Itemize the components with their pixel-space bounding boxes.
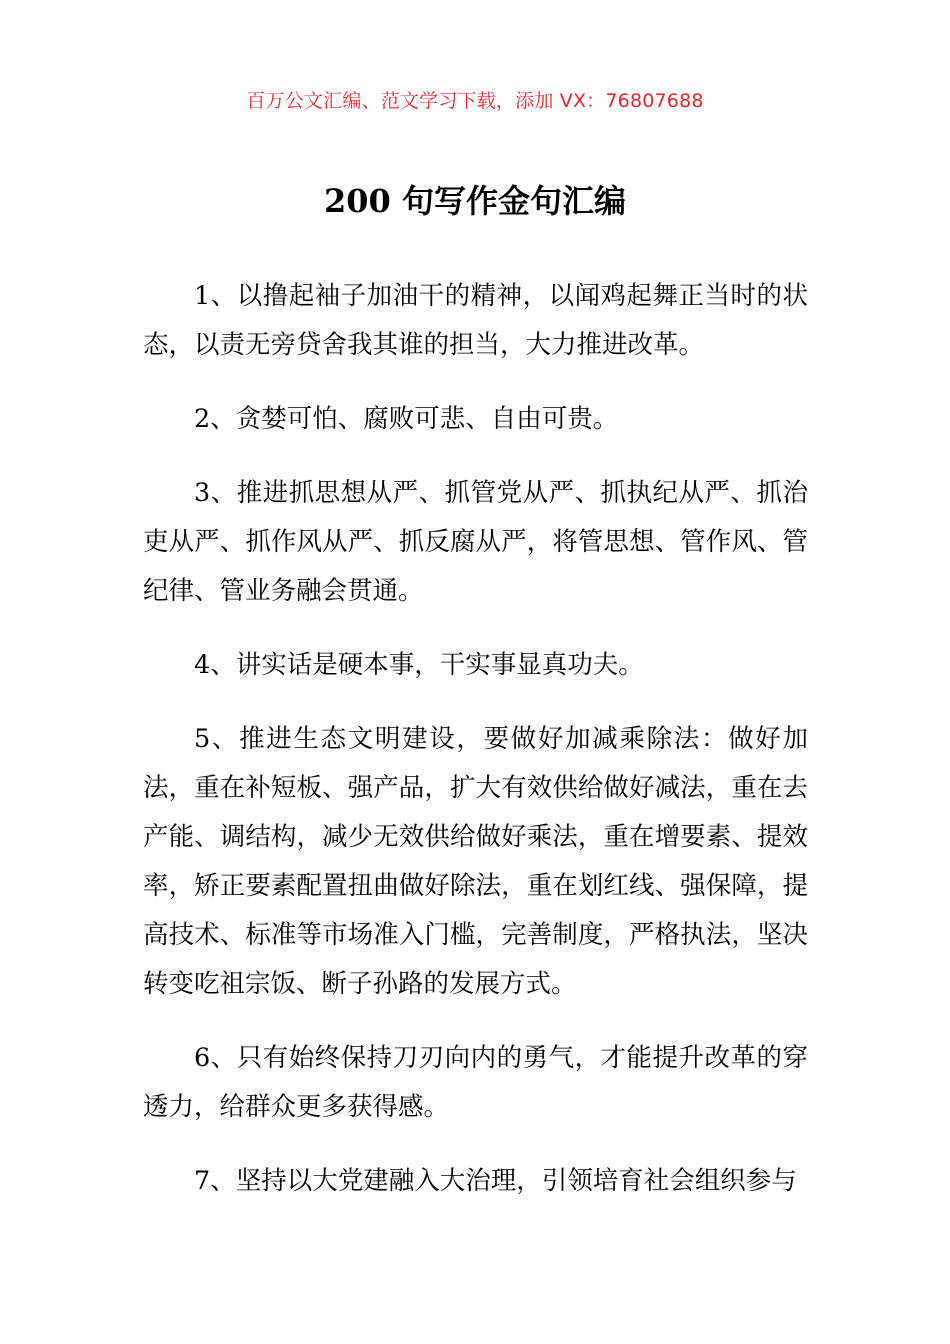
- paragraph-number: 5: [194, 724, 211, 754]
- paragraph-number: 2: [194, 404, 211, 434]
- paragraph-7: [143, 1157, 808, 1206]
- paragraph-text: 推进抓思想从严、抓管党从严、抓执纪从严、抓治吏从严、抓作风从严、抓反腐从严，将管思想、管作风、管纪律、管业务融会贯通。: [143, 478, 808, 606]
- paragraph-6: [143, 1034, 808, 1132]
- paragraph-separator: 、: [210, 281, 237, 311]
- paragraph-text: 以撸起袖子加油干的精神，以闻鸡起舞正当时的状态，以责无旁贷舍我其谁的担当，大力推进改革。: [143, 281, 808, 360]
- paragraph-3: [143, 469, 808, 616]
- paragraph-text: 只有始终保持刀刃向内的勇气，才能提升改革的穿透力，给群众更多获得感。: [143, 1043, 808, 1122]
- paragraph-1: [143, 272, 808, 370]
- paragraph-text: 推进生态文明建设，要做好加减乘除法：做好加法，重在补短板、强产品，扩大有效供给做好减法，重在去产能、调结构，减少无效供给做好乘法，重在增要素、提效率，矫正要素配置扭曲做好除法，重在划红线、强保障，提高技术、标准等市场准入门槛，完善制度，严格执法，坚决转变吃祖宗饭、断子孙路的发展方式。: [143, 724, 808, 999]
- paragraph-number: 7: [194, 1166, 211, 1196]
- paragraph-5: [143, 715, 808, 1009]
- paragraph-text: 坚持以大党建融入大治理，引领培育社会组织参与: [235, 1166, 797, 1196]
- paragraph-number: 1: [194, 281, 211, 311]
- document-body: [143, 272, 808, 1231]
- paragraph-separator: 、: [210, 724, 240, 754]
- page-title: 200 句写作金句汇编: [324, 182, 626, 220]
- paragraph-separator: 、: [210, 1166, 236, 1196]
- paragraph-number: 6: [194, 1043, 211, 1073]
- paragraph-separator: 、: [210, 650, 236, 680]
- paragraph-4: [143, 641, 808, 690]
- paragraph-text: 贪婪可怕、腐败可悲、自由可贵。: [235, 404, 619, 434]
- paragraph-separator: 、: [210, 404, 236, 434]
- paragraph-number: 3: [194, 478, 211, 508]
- paragraph-number: 4: [194, 650, 211, 680]
- paragraph-separator: 、: [210, 1043, 237, 1073]
- header-watermark-note: 百万公文汇编、范文学习下载，添加 VX：76807688: [246, 90, 704, 112]
- paragraph-text: 讲实话是硬本事，干实事显真功夫。: [235, 650, 644, 680]
- paragraph-separator: 、: [210, 478, 237, 508]
- paragraph-2: [143, 395, 808, 444]
